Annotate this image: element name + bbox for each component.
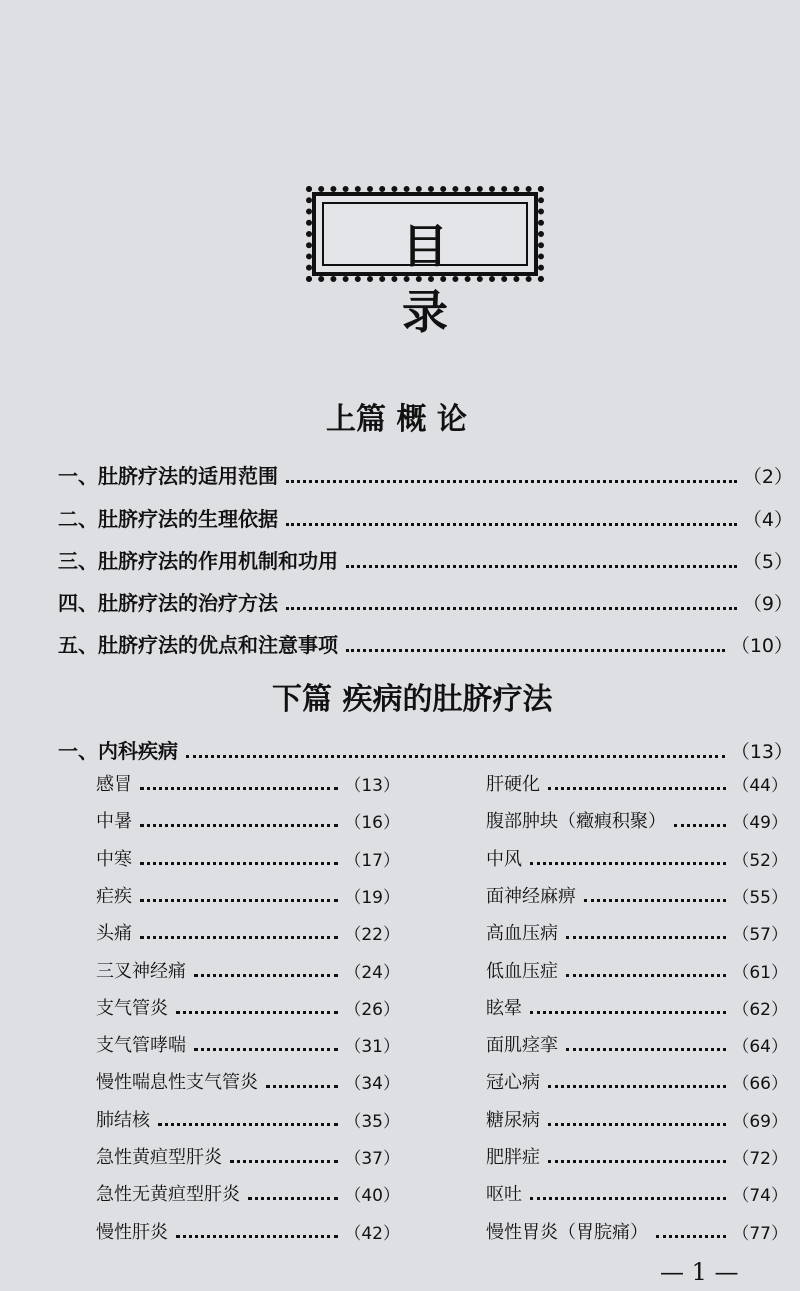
entry-label: 糖尿病: [486, 1110, 540, 1131]
toc-item-right[interactable]: [486, 803, 788, 833]
entry-label: 二、肚脐疗法的生理依据: [58, 507, 278, 531]
leader-dots: [230, 1160, 338, 1163]
toc-entry[interactable]: [58, 540, 793, 574]
entry-label: 慢性肝炎: [96, 1222, 168, 1243]
leader-dots: [346, 565, 737, 568]
toc-item-left[interactable]: [96, 1102, 400, 1132]
entry-label: 冠心病: [486, 1072, 540, 1093]
toc-entry[interactable]: [58, 498, 793, 532]
entry-label: 呕吐: [486, 1184, 522, 1205]
entry-page-number: （13）: [344, 776, 400, 796]
toc-item-right[interactable]: [486, 878, 788, 908]
entry-page-number: （49）: [732, 813, 788, 833]
toc-item-left[interactable]: [96, 1027, 400, 1057]
leader-dots: [158, 1123, 338, 1126]
toc-item-left[interactable]: [96, 1214, 400, 1244]
entry-label: 肺结核: [96, 1110, 150, 1131]
toc-item-left[interactable]: [96, 990, 400, 1020]
leader-dots: [530, 862, 726, 865]
entry-label: 疟疾: [96, 886, 132, 907]
entry-page-number: （17）: [344, 851, 400, 871]
entry-page-number: （64）: [732, 1037, 788, 1057]
entry-label: 四、肚脐疗法的治疗方法: [58, 591, 278, 615]
toc-item-right[interactable]: [486, 1139, 788, 1169]
entry-page-number: （72）: [732, 1149, 788, 1169]
leader-dots: [548, 1085, 726, 1088]
leader-dots: [194, 1048, 338, 1051]
entry-label: 支气管哮喘: [96, 1035, 186, 1056]
entry-page-number: （22）: [344, 925, 400, 945]
entry-page-number: （19）: [344, 888, 400, 908]
leader-dots: [346, 649, 725, 652]
entry-label: 低血压症: [486, 961, 558, 982]
section-internal-medicine[interactable]: [58, 730, 793, 764]
toc-entry[interactable]: [58, 582, 793, 616]
entry-label: 慢性喘息性支气管炎: [96, 1072, 258, 1093]
leader-dots: [584, 899, 726, 902]
toc-item-left[interactable]: [96, 1064, 400, 1094]
toc-item-left[interactable]: [96, 841, 400, 871]
entry-label: 头痛: [96, 923, 132, 944]
entry-label: 面肌痉挛: [486, 1035, 558, 1056]
toc-item-right[interactable]: [486, 915, 788, 945]
entry-label: 中暑: [96, 811, 132, 832]
toc-item-right[interactable]: [486, 1176, 788, 1206]
entry-page-number: （34）: [344, 1074, 400, 1094]
leader-dots: [176, 1011, 338, 1014]
entry-page-number: （16）: [344, 813, 400, 833]
part2-heading: 下篇 疾病的肚脐疗法: [272, 682, 553, 717]
leader-dots: [286, 480, 737, 483]
leader-dots: [548, 787, 726, 790]
entry-page-number: （42）: [344, 1224, 400, 1244]
toc-item-right[interactable]: [486, 1214, 788, 1244]
entry-page-number: （2）: [742, 466, 793, 488]
entry-page-number: （5）: [742, 551, 793, 573]
toc-item-right[interactable]: [486, 766, 788, 796]
entry-label: 急性无黄疸型肝炎: [96, 1184, 240, 1205]
toc-title-frame: [312, 192, 538, 339]
leader-dots: [194, 974, 338, 977]
toc-item-right[interactable]: [486, 953, 788, 983]
entry-page-number: （35）: [344, 1112, 400, 1132]
leader-dots: [140, 936, 338, 939]
toc-item-left[interactable]: [96, 766, 400, 796]
entry-label: 高血压病: [486, 923, 558, 944]
leader-dots: [176, 1235, 338, 1238]
entry-page-number: （44）: [732, 776, 788, 796]
toc-item-left[interactable]: [96, 878, 400, 908]
leader-dots: [548, 1160, 726, 1163]
toc-item-right[interactable]: [486, 990, 788, 1020]
entry-label: 中风: [486, 849, 522, 870]
toc-item-right[interactable]: [486, 841, 788, 871]
entry-page-number: （57）: [732, 925, 788, 945]
entry-label: 肝硬化: [486, 774, 540, 795]
entry-page-number: （26）: [344, 1000, 400, 1020]
toc-item-left[interactable]: [96, 953, 400, 983]
leader-dots: [530, 1197, 726, 1200]
part1-heading: 上篇 概 论: [326, 402, 467, 437]
leader-dots: [248, 1197, 338, 1200]
entry-label: 中寒: [96, 849, 132, 870]
leader-dots: [656, 1235, 726, 1238]
toc-item-right[interactable]: [486, 1027, 788, 1057]
leader-dots: [266, 1085, 338, 1088]
entry-page-number: （4）: [742, 509, 793, 531]
entry-label: 急性黄疸型肝炎: [96, 1147, 222, 1168]
entry-page-number: （24）: [344, 963, 400, 983]
entry-label: 三叉神经痛: [96, 961, 186, 982]
leader-dots: [140, 862, 338, 865]
leader-dots: [186, 755, 725, 758]
page-number: — 1 —: [660, 1258, 739, 1286]
leader-dots: [674, 824, 726, 827]
leader-dots: [140, 899, 338, 902]
entry-page-number: （40）: [344, 1186, 400, 1206]
toc-item-right[interactable]: [486, 1064, 788, 1094]
leader-dots: [548, 1123, 726, 1126]
entry-label: 面神经麻痹: [486, 886, 576, 907]
entry-page-number: （66）: [732, 1074, 788, 1094]
entry-page-number: （62）: [732, 1000, 788, 1020]
entry-label: 腹部肿块（癥瘕积聚）: [486, 811, 666, 832]
leader-dots: [566, 974, 726, 977]
entry-page-number: （77）: [732, 1224, 788, 1244]
entry-page-number: （52）: [732, 851, 788, 871]
section-page: （13）: [730, 741, 793, 763]
toc-item-left[interactable]: [96, 1176, 400, 1206]
leader-dots: [140, 824, 338, 827]
leader-dots: [566, 1048, 726, 1051]
entry-label: 眩晕: [486, 998, 522, 1019]
leader-dots: [530, 1011, 726, 1014]
entry-label: 一、肚脐疗法的适用范围: [58, 464, 278, 488]
entry-label: 肥胖症: [486, 1147, 540, 1168]
entry-page-number: （55）: [732, 888, 788, 908]
section-label: 一、内科疾病: [58, 739, 178, 763]
toc-item-left[interactable]: [96, 1139, 400, 1169]
leader-dots: [140, 787, 338, 790]
leader-dots: [286, 523, 737, 526]
entry-label: 三、肚脐疗法的作用机制和功用: [58, 549, 338, 573]
leader-dots: [566, 936, 726, 939]
entry-page-number: （61）: [732, 963, 788, 983]
entry-page-number: （74）: [732, 1186, 788, 1206]
entry-label: 五、肚脐疗法的优点和注意事项: [58, 633, 338, 657]
toc-item-left[interactable]: [96, 915, 400, 945]
entry-page-number: （9）: [742, 593, 793, 615]
toc-entry[interactable]: [58, 624, 793, 658]
entry-page-number: （69）: [732, 1112, 788, 1132]
toc-item-right[interactable]: [486, 1102, 788, 1132]
toc-title: 目 录: [402, 219, 482, 339]
entry-label: 感冒: [96, 774, 132, 795]
toc-item-left[interactable]: [96, 803, 400, 833]
entry-page-number: （10）: [730, 635, 793, 657]
entry-page-number: （31）: [344, 1037, 400, 1057]
toc-entry[interactable]: [58, 455, 793, 489]
entry-page-number: （37）: [344, 1149, 400, 1169]
entry-label: 慢性胃炎（胃脘痛）: [486, 1222, 648, 1243]
leader-dots: [286, 607, 737, 610]
entry-label: 支气管炎: [96, 998, 168, 1019]
